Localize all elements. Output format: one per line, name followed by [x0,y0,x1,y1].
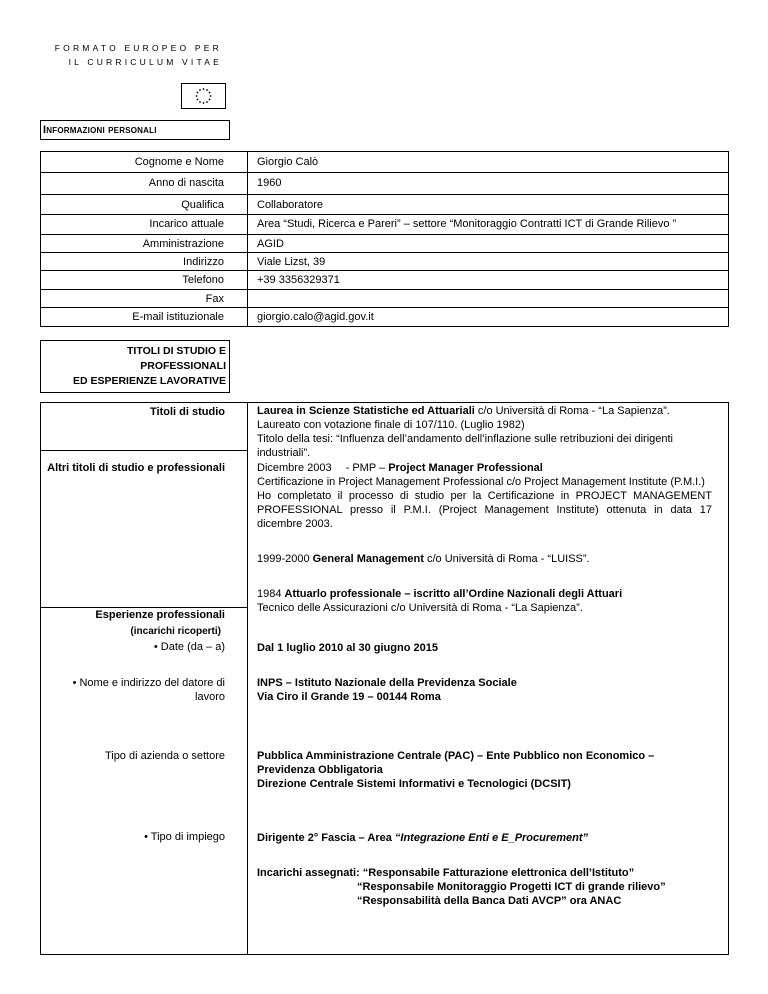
personal-row-value: giorgio.calo@agid.gov.it [257,311,374,323]
personal-row-value: Collaboratore [257,199,324,211]
education-section-header [40,340,230,393]
actuary-details: Tecnico delle Assicurazioni c/o Università di Roma - “La Sapienza”. [257,602,583,614]
personal-row-value: 1960 [257,177,282,189]
employment-type-role: Dirigente 2° Fascia – Area [257,832,395,844]
actuary-year: 1984 [257,588,285,600]
employer-label [73,676,225,704]
degree-grade: Laureato con votazione finale di 107/110. (Luglio 1982) [257,419,525,431]
pmp-title: Project Manager Professional [388,462,543,474]
education-details [257,404,697,460]
assigned-roles [257,866,666,908]
experience-label: Esperienze professionali [95,609,225,621]
gm-title: General Management [312,553,424,565]
personal-row-value: Area “Studi, Ricerca e Pareri” – settore “Monitoraggio Contratti ICT di Grande Rilievo ” [257,218,677,230]
pmp-description: Ho completato il processo di studio per la Certificazione in PROJECT MANAGEMENT PROFESSIONAL presso il P.M.I. (Project Management Institute) ottenuta in data 17 dicembre 2003. [257,490,712,530]
other-qualifications-details [257,461,712,615]
eu-flag-icon [181,83,226,109]
cv-format-title-line2: IL CURRICULUM VITAE [68,57,222,67]
degree-institution: c/o Università di Roma - “La Sapienza”. [474,405,670,417]
employer-name: INPS – Istituto Nazionale della Previdenza Sociale [257,677,517,689]
pmp-date: Dicembre 2003 [257,462,332,474]
personal-row-label: Incarico attuale [149,218,224,230]
personal-row-label: Cognome e Nome [134,156,224,168]
personal-row-value: Giorgio Calò [257,156,319,168]
employer-label-line1: • Nome e indirizzo del datore di [72,677,225,689]
actuary-title: Attuarlo professionale – iscritto all’Ordine Nazionali degli Attuari [284,588,623,600]
personal-row-label: E-mail istituzionale [132,311,224,323]
education-section-title-line2: PROFESSIONALI [140,360,226,372]
sector-line2: Previdenza Obbligatoria [257,764,383,776]
employment-type-label: • Tipo di impiego [144,831,225,843]
employer-label-line2: lavoro [195,691,225,703]
personal-row-label: Indirizzo [183,256,224,268]
education-section-title-line3: ED ESPERIENZE LAVORATIVE [72,375,226,387]
personal-info-section-header [40,120,230,140]
employment-type-value [257,831,588,845]
personal-row-value: Viale Lizst, 39 [257,256,326,268]
personal-row-value: +39 3356329371 [257,274,340,286]
assigned-role-3: “Responsabilità della Banca Dati AVCP” ora ANAC [357,895,622,907]
personal-row-label: Amministrazione [142,238,224,250]
degree-thesis: Titolo della tesi: “Influenza dell’andamento dell’inflazione sulle retribuzioni dei dirigenti industriali”. [257,433,673,459]
sector-line1: Pubblica Amministrazione Centrale (PAC) – Ente Pubblico non Economico – [257,750,655,762]
pmp-certification: Certificazione in Project Management Professional c/o Project Management Institute (P.M.I.) [257,476,705,488]
personal-row-label: Telefono [182,274,224,286]
assigned-role-2: “Responsabile Monitoraggio Progetti ICT di grande rilievo” [357,881,666,893]
employment-type-area: “Integrazione Enti e E_Procurement” [394,832,589,844]
pmp-prefix: - PMP – [345,462,389,474]
education-label: Titoli di studio [150,406,225,418]
employer-address: Via Ciro il Grande 19 – 00144 Roma [257,691,441,703]
sector-label: Tipo di azienda o settore [104,750,225,762]
assigned-roles-label: Incarichi assegnati: [257,867,363,879]
sector-value [257,749,654,791]
cv-format-title-line1: FORMATO EUROPEO PER [54,43,222,53]
personal-row-value: AGID [257,238,284,250]
sector-line3: Direzione Centrale Sistemi Informativi e Tecnologici (DCSIT) [257,778,571,790]
education-section-title-line1: TITOLI DI STUDIO E [127,345,226,357]
employer-value [257,676,517,704]
personal-row-label: Qualifica [181,199,224,211]
experience-sublabel: (incarichi ricoperti) [130,626,221,637]
personal-row-label: Anno di nascita [148,177,224,189]
gm-year: 1999-2000 [257,553,313,565]
assigned-role-1: “Responsabile Fatturazione elettronica dell’Istituto” [362,867,635,879]
date-label: • Date (da – a) [153,641,225,653]
gm-institution: c/o Università di Roma - “LUISS”. [423,553,590,565]
personal-info-section-title: Informazioni personali [43,124,157,136]
personal-row-label: Fax [205,293,224,305]
cv-format-title [40,41,222,69]
degree-title: Laurea in Scienze Statistiche ed Attuariali [257,405,475,417]
other-qualifications-label: Altri titoli di studio e professionali [47,462,225,474]
date-value: Dal 1 luglio 2010 al 30 giugno 2015 [257,642,438,654]
